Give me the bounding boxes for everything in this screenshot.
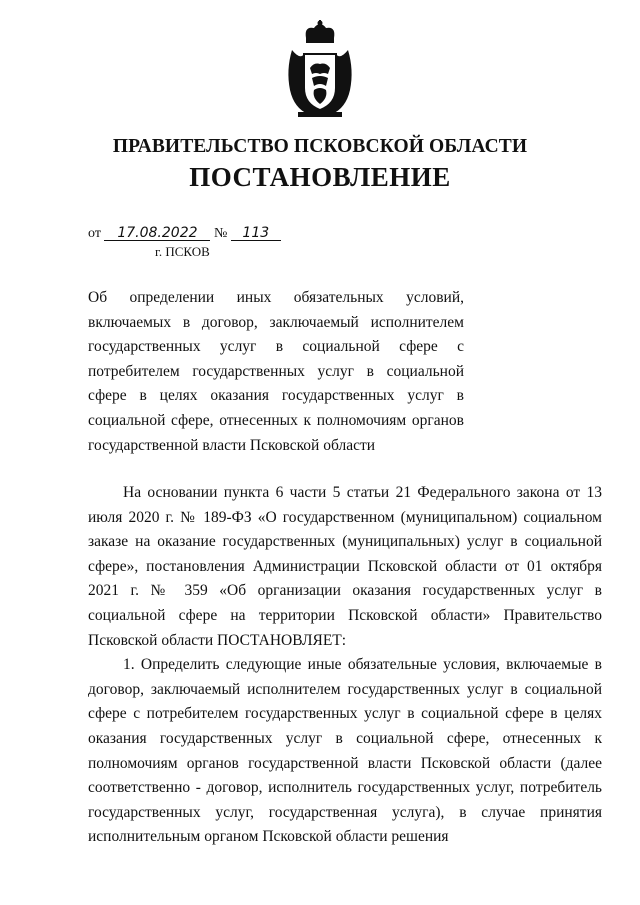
- government-name: ПРАВИТЕЛЬСТВО ПСКОВСКОЙ ОБЛАСТИ: [112, 136, 528, 157]
- item-1-paragraph: 1. Определить следующие иные обязательные условия, включаемые в договор, заключаемый исполнителем государственных услуг в социальной сфере с потребителем государственных услуг в социальной сфере в целях оказания государственных услуг в социальной сфере, отнесенных к полномочиям органов государственной власти Псковской области (далее соответственно - договор, исполнитель государственных услуг, потребитель государственных услуг, государственная услуга), в случае принятия исполнительным органом Псковской области решения: [88, 656, 602, 846]
- coat-of-arms-emblem: [284, 20, 356, 120]
- leopard-icon: [310, 64, 330, 75]
- document-subject: [88, 286, 464, 458]
- document-type: ПОСТАНОВЛЕНИЕ: [189, 162, 451, 192]
- preamble-paragraph: На основании пункта 6 части 5 статьи 21 Федерального закона от 13 июля 2020 г. № 189-ФЗ «О государственном (муниципальном) социальном заказе на оказание государственных (муниципальных) услуг в социальной сфере», постановления Администрации Псковской области от 01 октября 2021 г. № 359 «Об организации оказания государственных услуг в социальной сфере на территории Псковской области» Правительство Псковской области ПОСТАНОВЛЯЕТ:: [88, 484, 602, 649]
- document-date: 17.08.2022: [104, 226, 210, 241]
- date-prefix: от: [88, 226, 101, 241]
- document-meta: [88, 226, 281, 242]
- document-city: г. ПСКОВ: [155, 244, 210, 259]
- document-number: 113: [231, 226, 281, 241]
- subject-text: Об определении иных обязательных условий, включаемых в договор, заключаемый исполнителем государственных услуг в социальной сфере с потребителем государственных услуг в социальной сфере в целях оказания государственных услуг в социальной сфере, отнесенных к полномочиям органов государственной власти Псковской области: [88, 289, 464, 454]
- crown-icon: [306, 20, 335, 43]
- number-prefix: №: [213, 226, 228, 241]
- document-body: [88, 481, 602, 850]
